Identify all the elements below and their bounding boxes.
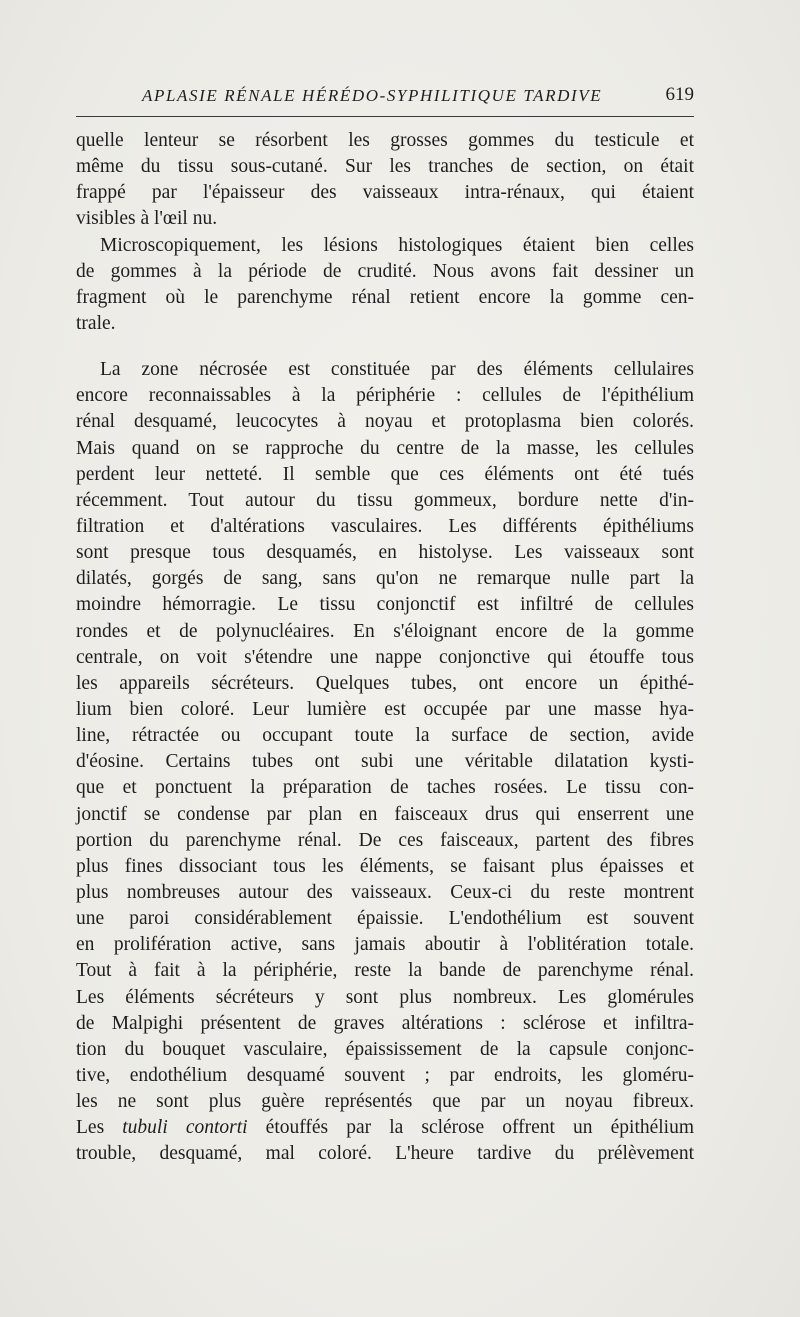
text-line: récemment. Tout autour du tissu gommeux, bordure nette d'in- [76,489,694,511]
text-line: même du tissu sous-cutané. Sur les tranches de section, on était [76,156,694,178]
text-line: plus fines dissociant tous les éléments, se faisant plus épaisses et [76,855,694,877]
text-line: les appareils sécréteurs. Quelques tubes, ont encore un épithé- [76,672,694,694]
text-line: La zone nécrosée est constituée par des éléments cellulaires [100,359,694,381]
text-line: portion du parenchyme rénal. De ces faisceaux, partent des fibres [76,829,694,851]
text-line: de gommes à la période de crudité. Nous avons fait dessiner un [76,260,694,282]
text-line: filtration et d'altérations vasculaires. Les différents épithéliums [76,515,694,537]
text-line: quelle lenteur se résorbent les grosses gommes du testicule et [76,130,694,151]
text-line: sont presque tous desquamés, en histolyse. Les vaisseaux sont [76,542,694,564]
text-line: une paroi considérablement épaissie. L'endothélium est souvent [76,908,694,930]
text-line: lium bien coloré. Leur lumière est occupée par une masse hya- [76,698,694,720]
text-line: Les tubuli contorti étouffés par la sclérose offrent un épithélium [76,1117,695,1139]
text-line: rondes et de polynucléaires. En s'éloignant encore de la gomme [76,620,694,642]
text-line: les ne sont plus guère représentés que par un noyau fibreux. [76,1091,694,1113]
text-line: perdent leur netteté. Il semble que ces éléments ont été tués [76,463,694,485]
text-line: jonctif se condense par plan en faisceaux drus qui enserrent une [76,803,694,825]
paragraph-1 [76,128,694,233]
text-line: frappé par l'épaisseur des vaisseaux intra-rénaux, qui étaient [76,182,694,204]
text-line: que et ponctuent la préparation de taches rosées. Le tissu con- [76,777,694,799]
page-number: 619 [665,84,694,105]
text-line: de Malpighi présentent de graves altérations : sclérose et infiltra- [76,1012,694,1034]
text-line: moindre hémorragie. Le tissu conjonctif est infiltré de cellules [76,594,694,616]
paragraph-2 [76,233,694,338]
text-line: dilatés, gorgés de sang, sans qu'on ne remarque nulle part la [76,568,694,590]
text-line: Tout à fait à la périphérie, reste la bande de parenchyme rénal. [76,960,694,982]
text-line: trale. [76,312,116,334]
text-line: tive, endothélium desquamé souvent ; par endroits, les gloméru- [76,1064,694,1086]
text-line: Mais quand on se rapproche du centre de la masse, les cellules [76,437,694,459]
page-header [76,84,694,114]
paragraph-3 [76,357,694,1167]
body-text [76,128,694,1167]
text-line: encore reconnaissables à la périphérie : cellules de l'épithélium [76,385,694,407]
text-line: en prolifération active, sans jamais aboutir à l'oblitération totale. [76,934,694,956]
text-line: visibles à l'œil nu. [76,208,218,230]
text-line: Les éléments sécréteurs y sont plus nombreux. Les glomérules [76,986,694,1008]
running-title: APLASIE RÉNALE HÉRÉDO-SYPHILITIQUE TARDIVE [142,86,603,105]
text-line: plus nombreuses autour des vaisseaux. Ceux-ci du reste montrent [76,881,694,903]
text-line: centrale, on voit s'étendre une nappe conjonctive qui étouffe tous [76,646,694,668]
text-line: d'éosine. Certains tubes ont subi une véritable dilatation kysti- [76,751,694,773]
text-line: tion du bouquet vasculaire, épaississement de la capsule conjonc- [76,1038,694,1060]
text-line: line, rétractée ou occupant toute la surface de section, avide [76,725,694,747]
text-line: rénal desquamé, leucocytes à noyau et protoplasma bien colorés. [76,411,694,433]
text-line: Microscopiquement, les lésions histologiques étaient bien celles [100,234,694,256]
text-line: fragment où le parenchyme rénal retient encore la gomme cen- [76,286,694,308]
header-rule [76,116,694,117]
text-line: trouble, desquamé, mal coloré. L'heure tardive du prélèvement [76,1143,694,1165]
paragraph-gap [76,337,694,357]
